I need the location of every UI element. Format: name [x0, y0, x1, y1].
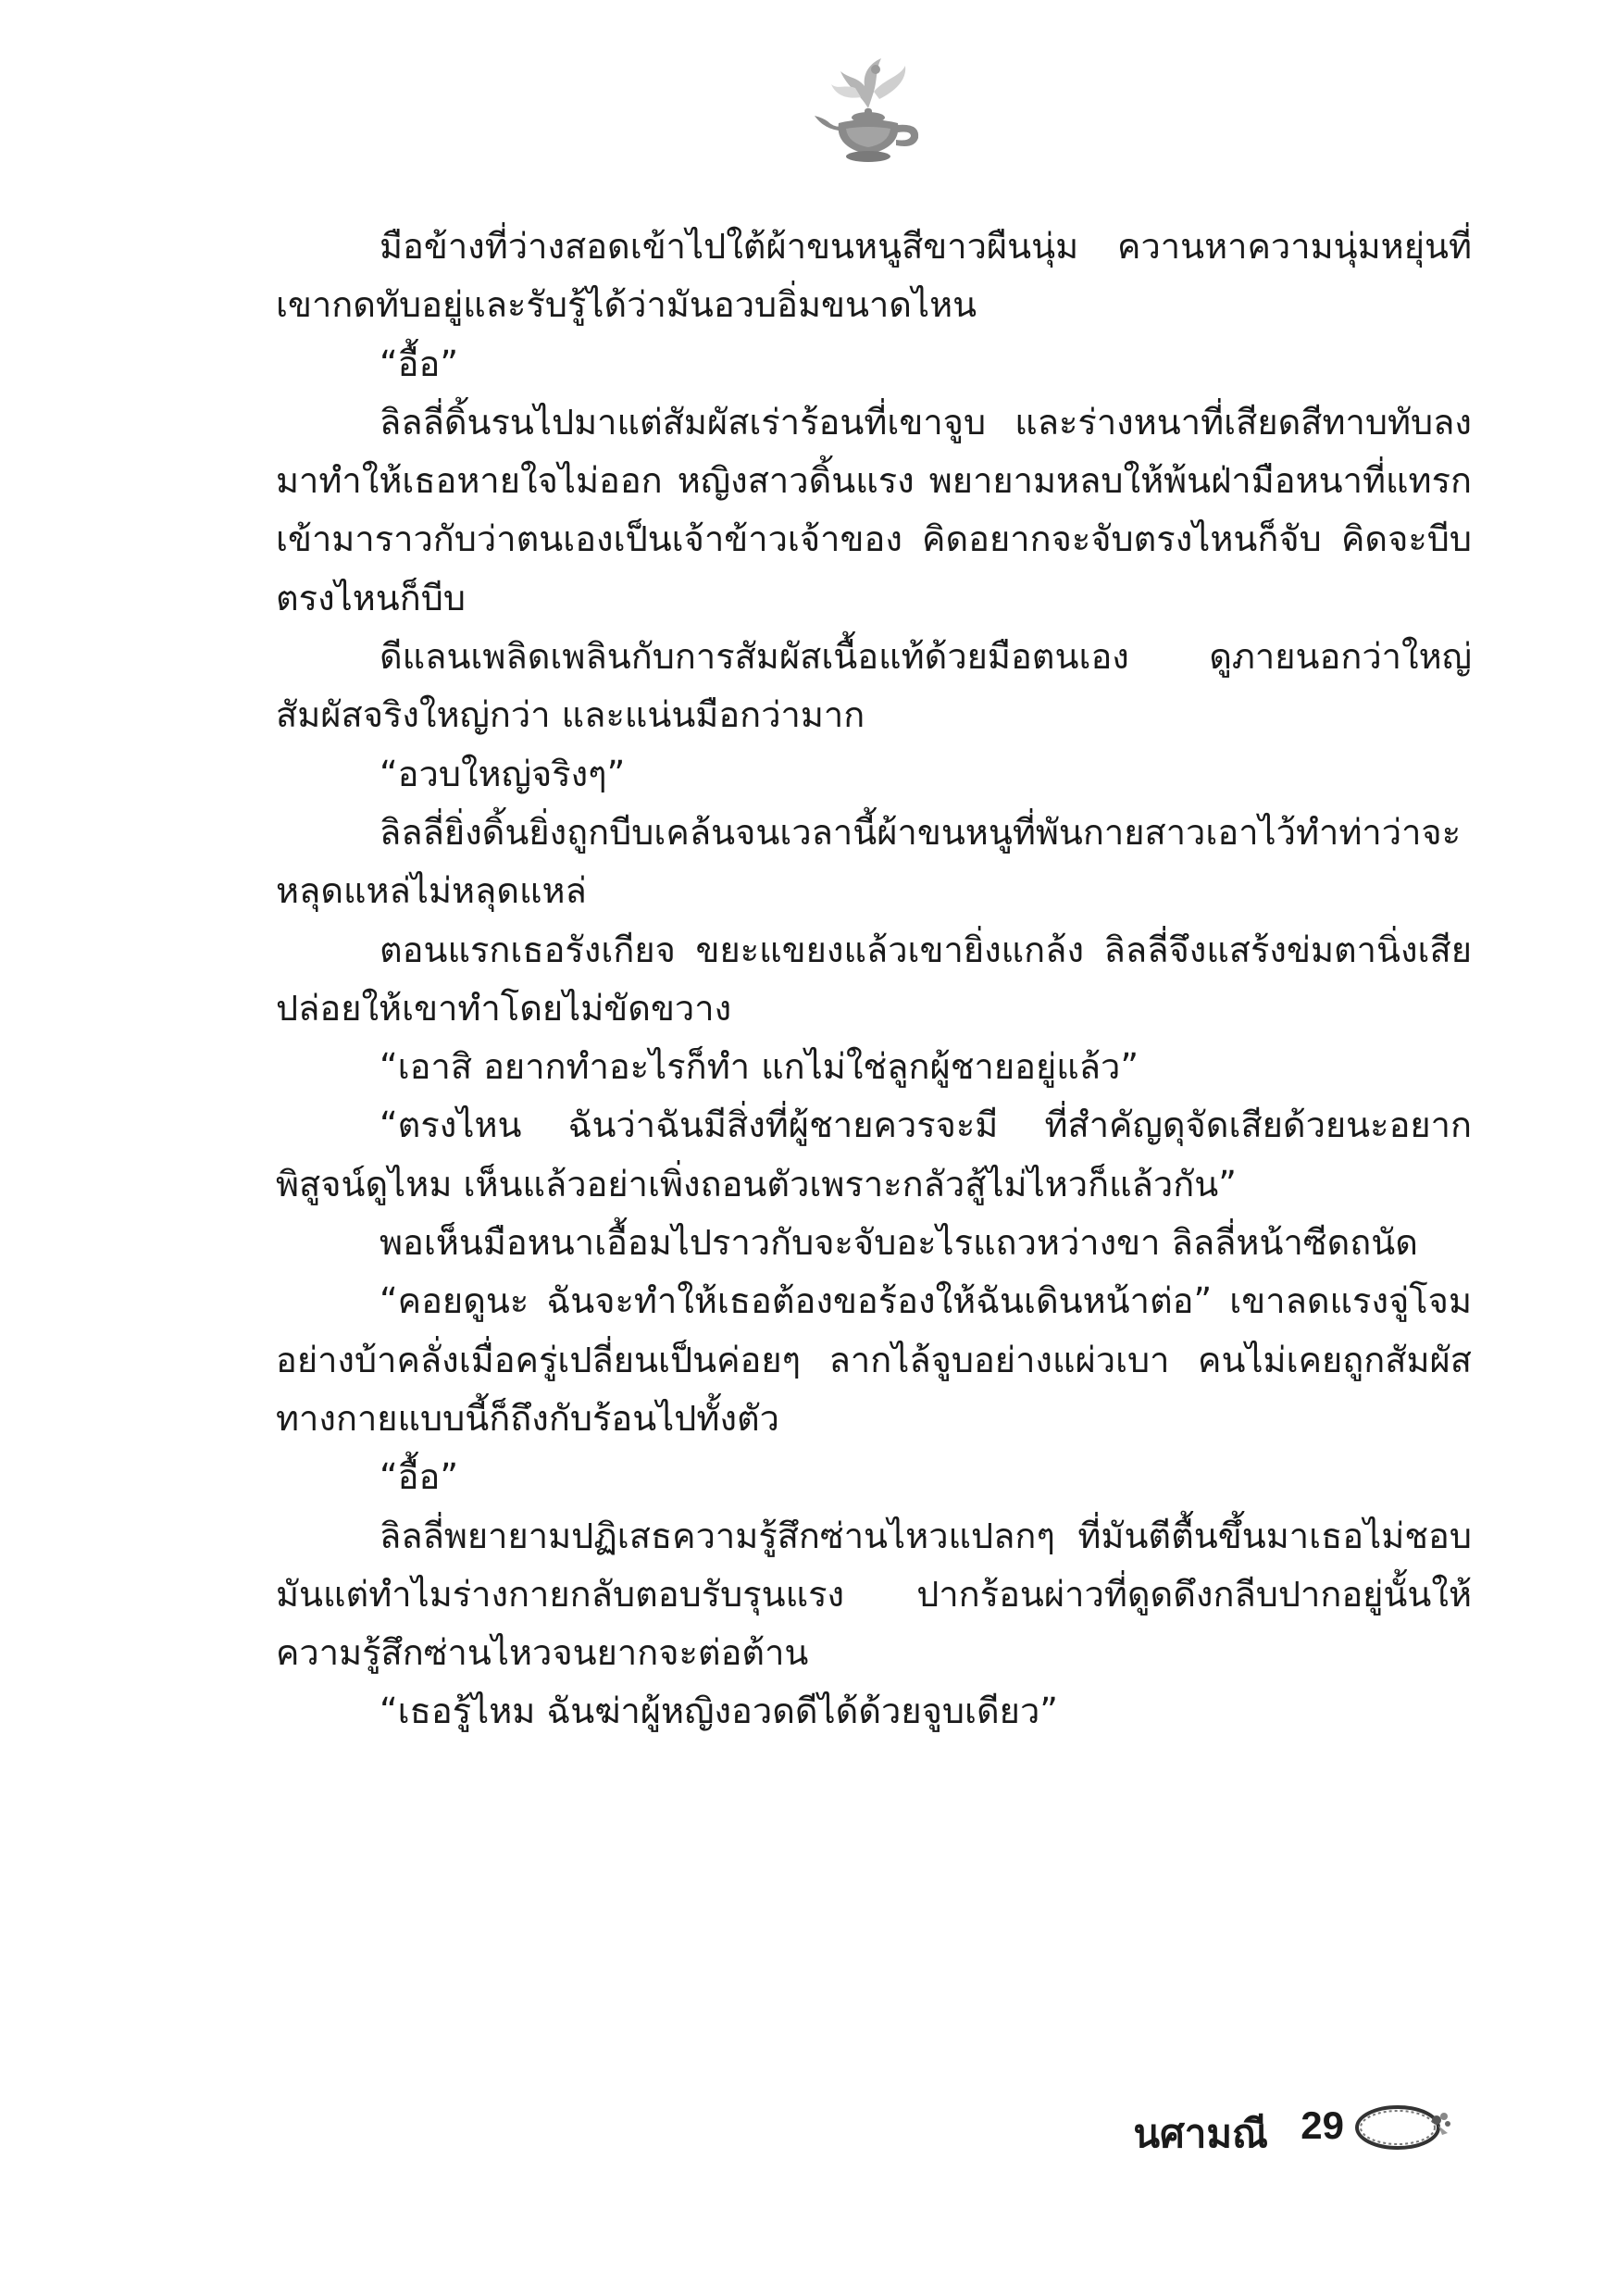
body-text — [276, 218, 1472, 1741]
paragraph: ลิลลี่พยายามปฏิเสธความรู้สึกซ่านไหวแปลกๆ ที่มันตีตื้นขึ้นมาเธอไม่ชอบมันแต่ทำไมร่างกายกลับตอบรับรุนแรง ปากร้อนผ่าวที่ดูดดึงกลีบปากอยู่นั้นให้ความรู้สึกซ่านไหวจนยากจะต่อต้าน — [276, 1515, 1472, 1674]
paragraph: มือข้างที่ว่างสอดเข้าไปใต้ผ้าขนหนูสีขาวผืนนุ่ม ควานหาความนุ่มหยุ่นที่เขากดทับอยู่และรับรู้ได้ว่ามันอวบอิ่มขนาดไหน — [276, 226, 1472, 326]
paragraph: “เธอรู้ไหม ฉันฆ่าผู้หญิงอวดดีได้ด้วยจูบเดียว” — [380, 1691, 1058, 1732]
page-number: 29 — [1301, 2103, 1344, 2147]
paragraph: “อวบใหญ่จริงๆ” — [380, 753, 626, 794]
footer-title: นศามณี — [1133, 2112, 1268, 2155]
paragraph: “เอาสิ อยากทำอะไรก็ทำ แกไม่ใช่ลูกผู้ชายอยู่แล้ว” — [380, 1046, 1139, 1088]
paragraph: “อื้อ” — [380, 343, 459, 384]
paragraph: ลิลลี่ยิ่งดิ้นยิ่งถูกบีบเคล้นจนเวลานี้ผ้าขนหนูที่พันกายสาวเอาไว้ทำท่าว่าจะหลุดแหล่ไม่หลุดแหล่ — [276, 811, 1462, 912]
page-footer — [1101, 2090, 1453, 2165]
paragraph: “ตรงไหน ฉันว่าฉันมีสิ่งที่ผู้ชายควรจะมี ที่สำคัญดุจัดเสียด้วยนะอยากพิสูจน์ดูไหม เห็นแล้วอย่าเพิ่งถอนตัวเพราะกลัวสู้ไม่ไหวก็แล้วกัน” — [276, 1104, 1472, 1204]
paragraph: พอเห็นมือหนาเอื้อมไปราวกับจะจับอะไรแถวหว่างขา ลิลลี่หน้าซีดถนัด — [380, 1222, 1418, 1264]
paragraph: ตอนแรกเธอรังเกียจ ขยะแขยงแล้วเขายิ่งแกล้ง ลิลลี่จึงแสร้งข่มตานิ่งเสียปล่อยให้เขาทำโดยไม่ขัดขวาง — [276, 929, 1472, 1029]
paragraph: ดีแลนเพลิดเพลินกับการสัมผัสเนื้อแท้ด้วยมือตนเอง ดูภายนอกว่าใหญ่สัมผัสจริงใหญ่กว่า และแน่นมือกว่ามาก — [276, 636, 1472, 736]
paragraph: “คอยดูนะ ฉันจะทำให้เธอต้องขอร้องให้ฉันเดินหน้าต่อ” เขาลดแรงจู่โจมอย่างบ้าคลั่งเมื่อครู่เปลี่ยนเป็นค่อยๆ ลากไล้จูบอย่างแผ่วเบา คนไม่เคยถูกสัมผัสทางกายแบบนี้ก็ถึงกับร้อนไปทั้งตัว — [276, 1280, 1472, 1439]
bracelet-icon — [1351, 2092, 1453, 2157]
paragraph: ลิลลี่ดิ้นรนไปมาแต่สัมผัสเร่าร้อนที่เขาจูบ และร่างหนาที่เสียดสีทาบทับลงมาทำให้เธอหายใจไม่ออก หญิงสาวดิ้นแรง พยายามหลบให้พ้นฝ่ามือหนาที่แทรกเข้ามาราวกับว่าตนเองเป็นเจ้าข้าวเจ้าของ คิดอยากจะจับตรงไหนก็จับ คิดจะบีบตรงไหนก็บีบ — [276, 401, 1472, 618]
teapot-fairy-icon — [803, 51, 933, 176]
paragraph: “อื้อ” — [380, 1456, 459, 1498]
